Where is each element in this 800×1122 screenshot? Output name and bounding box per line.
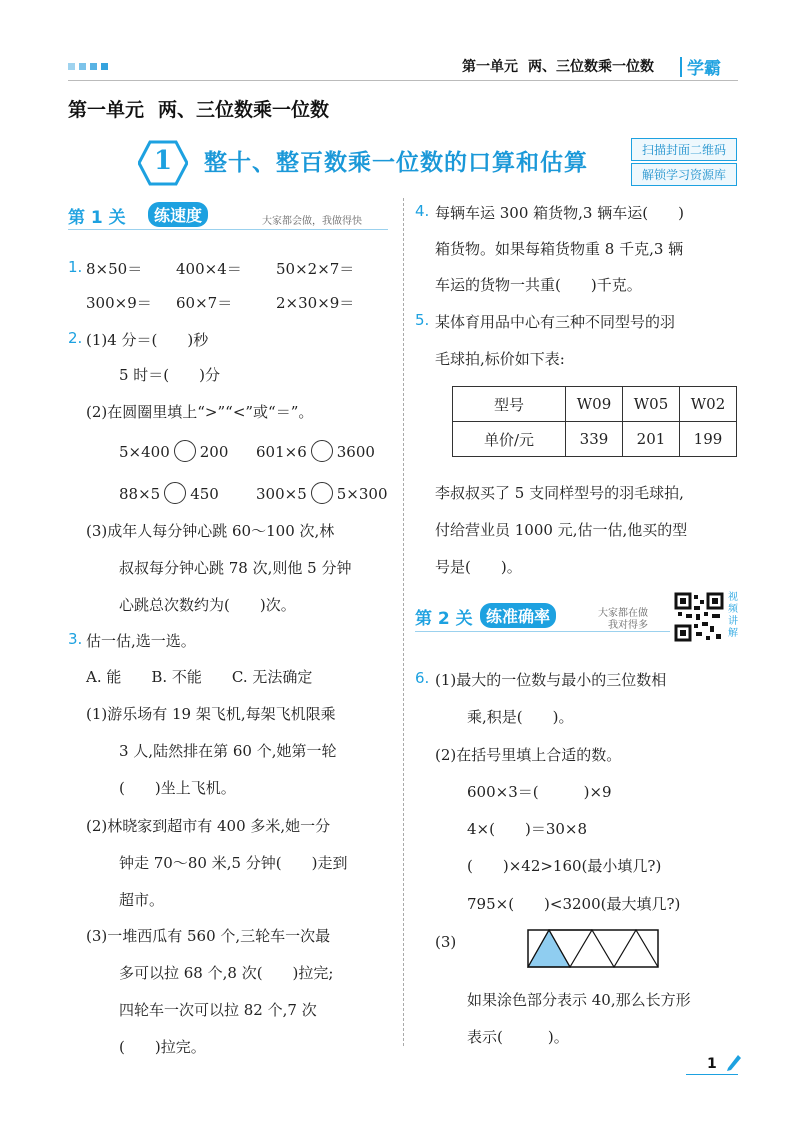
q2-part3a: (3)成年人每分钟心跳 60～100 次,林 xyxy=(86,522,335,540)
q3-part3b: 多可以拉 68 个,8 次( )拉完; xyxy=(119,964,334,982)
q2-part2: (2)在圆圈里填上“>”“<”或“＝”。 xyxy=(86,403,314,421)
q3-number: 3. xyxy=(68,630,83,648)
column-divider xyxy=(403,198,404,1046)
q6-equation: 4×( )＝30×8 xyxy=(467,820,588,838)
section2-note-1: 大家都在做 xyxy=(598,608,648,619)
table-cell: W02 xyxy=(680,387,737,422)
q2-part3c: 心跳总次数约为( )次。 xyxy=(119,596,296,614)
running-header xyxy=(462,56,654,76)
section1-label: 第 1 关 xyxy=(68,208,126,228)
q3-part3c: 四轮车一次可以拉 82 个,7 次 xyxy=(119,1001,317,1019)
footer-rule xyxy=(686,1074,738,1075)
q6-equation: 600×3＝( )×9 xyxy=(467,783,612,801)
video-label: 视频讲解 xyxy=(728,592,738,639)
section2-rule xyxy=(415,631,670,632)
resource-line-2: 解锁学习资源库 xyxy=(631,163,737,186)
q2-part1a: (1)4 分＝( )秒 xyxy=(86,331,209,349)
table-cell: W09 xyxy=(566,387,623,422)
section2-label: 第 2 关 xyxy=(415,609,473,629)
section1-note: 大家都会做，我做得快 xyxy=(262,216,362,227)
q1-number: 1. xyxy=(68,258,83,276)
lesson-number: 1 xyxy=(153,146,173,176)
q6-number: 6. xyxy=(415,669,430,687)
section2-pill: 练准确率 xyxy=(480,603,556,628)
lesson-title: 整十、整百数乘一位数的口算和估算 xyxy=(204,150,588,176)
answer-circle xyxy=(174,440,196,462)
q5-line5: 号是( )。 xyxy=(435,558,522,576)
q5-number: 5. xyxy=(415,311,430,329)
table-cell: W05 xyxy=(623,387,680,422)
section1-rule xyxy=(68,229,388,230)
header-separator xyxy=(680,57,682,77)
qr-code-icon[interactable] xyxy=(674,592,724,642)
q5-line4: 付给营业员 1000 元,估一估,他买的型 xyxy=(435,521,688,539)
q5-line3: 李叔叔买了 5 支同样型号的羽毛球拍, xyxy=(435,484,684,502)
brand-logo: 学霸 xyxy=(687,59,721,79)
header-topic: 两、三位数乘一位数 xyxy=(528,59,654,75)
q1-item: 8×50＝ xyxy=(86,260,143,278)
shaded-triangle xyxy=(528,930,570,967)
q3-part2a: (2)林晓家到超市有 400 多米,她一分 xyxy=(86,817,331,835)
section2-note-2: 我对得多 xyxy=(608,620,648,631)
table-row xyxy=(453,387,737,422)
compare-item: 88×5 450 xyxy=(119,482,219,504)
q5-line2: 毛球拍,标价如下表: xyxy=(435,350,565,368)
answer-circle xyxy=(311,440,333,462)
answer-circle xyxy=(311,482,333,504)
table-row xyxy=(453,422,737,457)
q3-title: 估一估,选一选。 xyxy=(86,632,196,650)
q3-part1a: (1)游乐场有 19 架飞机,每架飞机限乘 xyxy=(86,705,336,723)
q6-part1a: (1)最大的一位数与最小的三位数相 xyxy=(435,671,667,689)
header-unit: 第一单元 xyxy=(462,59,518,75)
table-cell: 339 xyxy=(566,422,623,457)
price-table xyxy=(452,386,737,457)
q1-item: 300×9＝ xyxy=(86,294,152,312)
table-head-model: 型号 xyxy=(453,387,566,422)
q6-part1b: 乘,积是( )。 xyxy=(467,708,574,726)
q4-line1: 每辆车运 300 箱货物,3 辆车运( ) xyxy=(435,204,684,222)
q3-options: A. 能 B. 不能 C. 无法确定 xyxy=(86,668,313,686)
q3-part2c: 超市。 xyxy=(119,891,165,909)
q6-part3b: 表示( )。 xyxy=(467,1028,569,1046)
section1-pill: 练速度 xyxy=(148,202,208,227)
q6-part2: (2)在括号里填上合适的数。 xyxy=(435,746,622,764)
q1-item: 50×2×7＝ xyxy=(276,260,355,278)
q6-part3a: 如果涂色部分表示 40,那么长方形 xyxy=(467,991,691,1009)
q6-part3: (3) xyxy=(435,933,457,951)
table-head-price: 单价/元 xyxy=(453,422,566,457)
q2-part3b: 叔叔每分钟心跳 78 次,则他 5 分钟 xyxy=(119,559,352,577)
page-number: 1 xyxy=(707,1056,717,1072)
q4-line3: 车运的货物一共重( )千克。 xyxy=(435,276,642,294)
q3-part3d: ( )拉完。 xyxy=(119,1038,206,1056)
q2-number: 2. xyxy=(68,329,83,347)
compare-item: 5×400 200 xyxy=(119,440,228,462)
q3-part1c: ( )坐上飞机。 xyxy=(119,779,236,797)
pencil-icon xyxy=(724,1052,742,1072)
compare-item: 601×6 3600 xyxy=(256,440,375,462)
table-cell: 201 xyxy=(623,422,680,457)
table-cell: 199 xyxy=(680,422,737,457)
resource-line-1: 扫描封面二维码 xyxy=(631,138,737,161)
q1-item: 60×7＝ xyxy=(176,294,233,312)
compare-item: 300×5 5×300 xyxy=(256,482,388,504)
q6-equation: 795×( )<3200(最大填几?) xyxy=(467,895,681,913)
q1-item: 2×30×9＝ xyxy=(276,294,355,312)
q4-line2: 箱货物。如果每箱货物重 8 千克,3 辆 xyxy=(435,240,684,258)
answer-circle xyxy=(164,482,186,504)
header-rule xyxy=(68,80,738,81)
q3-part1b: 3 人,陆然排在第 60 个,她第一轮 xyxy=(119,742,337,760)
q1-item: 400×4＝ xyxy=(176,260,242,278)
q5-line1: 某体育用品中心有三种不同型号的羽 xyxy=(435,313,676,331)
triangle-rectangle-figure xyxy=(527,929,659,968)
q3-part2b: 钟走 70～80 米,5 分钟( )走到 xyxy=(119,854,348,872)
unit-title: 第一单元 两、三位数乘一位数 xyxy=(68,99,330,121)
q3-part3a: (3)一堆西瓜有 560 个,三轮车一次最 xyxy=(86,927,331,945)
q4-number: 4. xyxy=(415,202,430,220)
header-decoration xyxy=(68,63,108,70)
q6-equation: ( )×42>160(最小填几?) xyxy=(467,857,662,875)
q2-part1b: 5 时＝( )分 xyxy=(119,366,221,384)
resource-box xyxy=(631,138,737,188)
